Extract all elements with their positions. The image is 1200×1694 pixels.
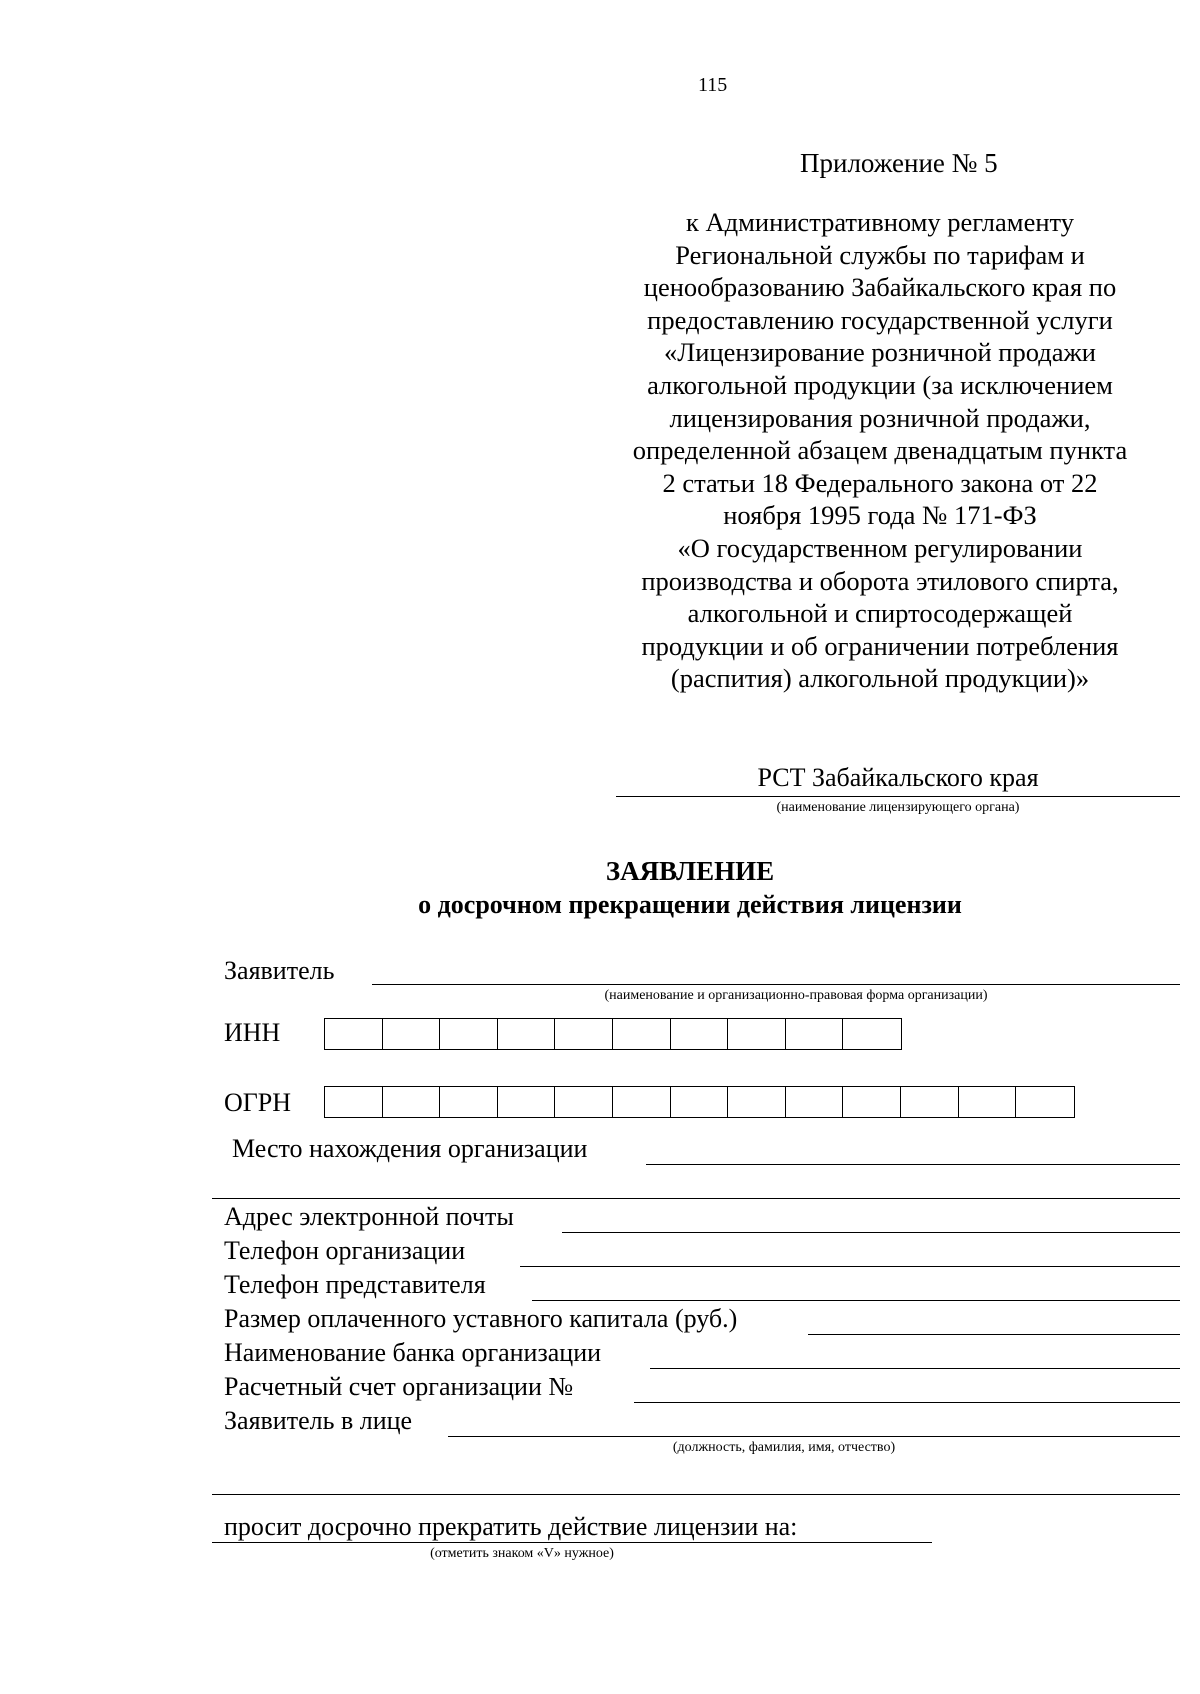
rep-phone-field[interactable] <box>532 1300 1180 1301</box>
ogrn-cell[interactable] <box>613 1087 671 1117</box>
capital-label: Размер оплаченного уставного капитала (руб.) <box>224 1304 738 1333</box>
appendix-description <box>610 206 1150 695</box>
person-field-line2[interactable] <box>212 1494 1180 1495</box>
inn-cell[interactable] <box>728 1019 786 1049</box>
ogrn-cell[interactable] <box>440 1087 498 1117</box>
bank-label: Наименование банка организации <box>224 1338 602 1367</box>
applicant-field[interactable] <box>372 984 1180 985</box>
inn-cell[interactable] <box>498 1019 556 1049</box>
ogrn-cell[interactable] <box>786 1087 844 1117</box>
inn-cells[interactable] <box>324 1018 902 1050</box>
licensing-body-name: РСТ Забайкальского края <box>757 763 1039 792</box>
document-title: ЗАЯВЛЕНИЕ <box>605 856 775 886</box>
appendix-line: (распития) алкогольной продукции)» <box>670 663 1090 694</box>
capital-field[interactable] <box>808 1334 1180 1335</box>
email-field[interactable] <box>562 1232 1180 1233</box>
appendix-line: лицензирования розничной продажи, <box>669 402 1091 433</box>
inn-cell[interactable] <box>325 1019 383 1049</box>
appendix-title: Приложение № 5 <box>800 148 998 178</box>
appendix-line: «Лицензирование розничной продажи <box>664 337 1096 368</box>
location-label: Место нахождения организации <box>232 1134 588 1163</box>
appendix-line: определенной абзацем двенадцатым пункта <box>632 435 1128 466</box>
ogrn-cell[interactable] <box>498 1087 556 1117</box>
applicant-caption: (наименование и организационно-правовая форма организации) <box>604 988 988 1003</box>
bank-field[interactable] <box>650 1368 1180 1369</box>
location-field[interactable] <box>646 1164 1180 1165</box>
request-caption: (отметить знаком «V» нужное) <box>430 1546 614 1561</box>
ogrn-cell[interactable] <box>555 1087 613 1117</box>
ogrn-cell[interactable] <box>325 1087 383 1117</box>
inn-cell[interactable] <box>671 1019 729 1049</box>
person-label: Заявитель в лице <box>224 1406 413 1435</box>
appendix-line: продукции и об ограничении потребления <box>641 630 1119 661</box>
account-label: Расчетный счет организации № <box>224 1372 574 1401</box>
appendix-line: Региональной службы по тарифам и <box>675 239 1085 270</box>
request-underline <box>212 1542 932 1543</box>
request-text: просит досрочно прекратить действие лицензии на: <box>224 1512 798 1541</box>
person-caption: (должность, фамилия, имя, отчество) <box>672 1440 896 1455</box>
inn-cell[interactable] <box>383 1019 441 1049</box>
ogrn-cell[interactable] <box>671 1087 729 1117</box>
inn-cell[interactable] <box>786 1019 844 1049</box>
appendix-line: производства и оборота этилового спирта, <box>641 565 1119 596</box>
appendix-line: «О государственном регулировании <box>677 532 1083 563</box>
ogrn-cell[interactable] <box>383 1087 441 1117</box>
applicant-label: Заявитель <box>224 956 335 985</box>
document-subtitle: о досрочном прекращении действия лицензии <box>418 890 962 919</box>
appendix-line: ноября 1995 года № 171-ФЗ <box>723 500 1037 531</box>
location-field-line2[interactable] <box>212 1198 1180 1199</box>
appendix-line: предоставлению государственной услуги <box>647 304 1113 335</box>
appendix-line: ценообразованию Забайкальского края по <box>643 272 1117 303</box>
ogrn-cells[interactable] <box>324 1086 1075 1118</box>
rep-phone-label: Телефон представителя <box>224 1270 486 1299</box>
inn-cell[interactable] <box>440 1019 498 1049</box>
person-field[interactable] <box>448 1436 1180 1437</box>
appendix-line: алкогольной и спиртосодержащей <box>687 598 1073 629</box>
ogrn-cell[interactable] <box>843 1087 901 1117</box>
appendix-line: 2 статьи 18 Федерального закона от 22 <box>662 467 1098 498</box>
org-phone-field[interactable] <box>520 1266 1180 1267</box>
licensing-body-caption: (наименование лицензирующего органа) <box>776 800 1020 815</box>
inn-cell[interactable] <box>613 1019 671 1049</box>
account-field[interactable] <box>634 1402 1180 1403</box>
ogrn-cell[interactable] <box>728 1087 786 1117</box>
inn-cell[interactable] <box>843 1019 901 1049</box>
email-label: Адрес электронной почты <box>224 1202 514 1231</box>
ogrn-cell[interactable] <box>959 1087 1017 1117</box>
inn-cell[interactable] <box>555 1019 613 1049</box>
ogrn-cell[interactable] <box>901 1087 959 1117</box>
inn-label: ИНН <box>224 1018 281 1047</box>
ogrn-cell[interactable] <box>1016 1087 1074 1117</box>
appendix-line: к Административному регламенту <box>686 207 1074 237</box>
ogrn-label: ОГРН <box>224 1088 292 1117</box>
appendix-line: алкогольной продукции (за исключением <box>647 369 1113 400</box>
org-phone-label: Телефон организации <box>224 1236 466 1265</box>
